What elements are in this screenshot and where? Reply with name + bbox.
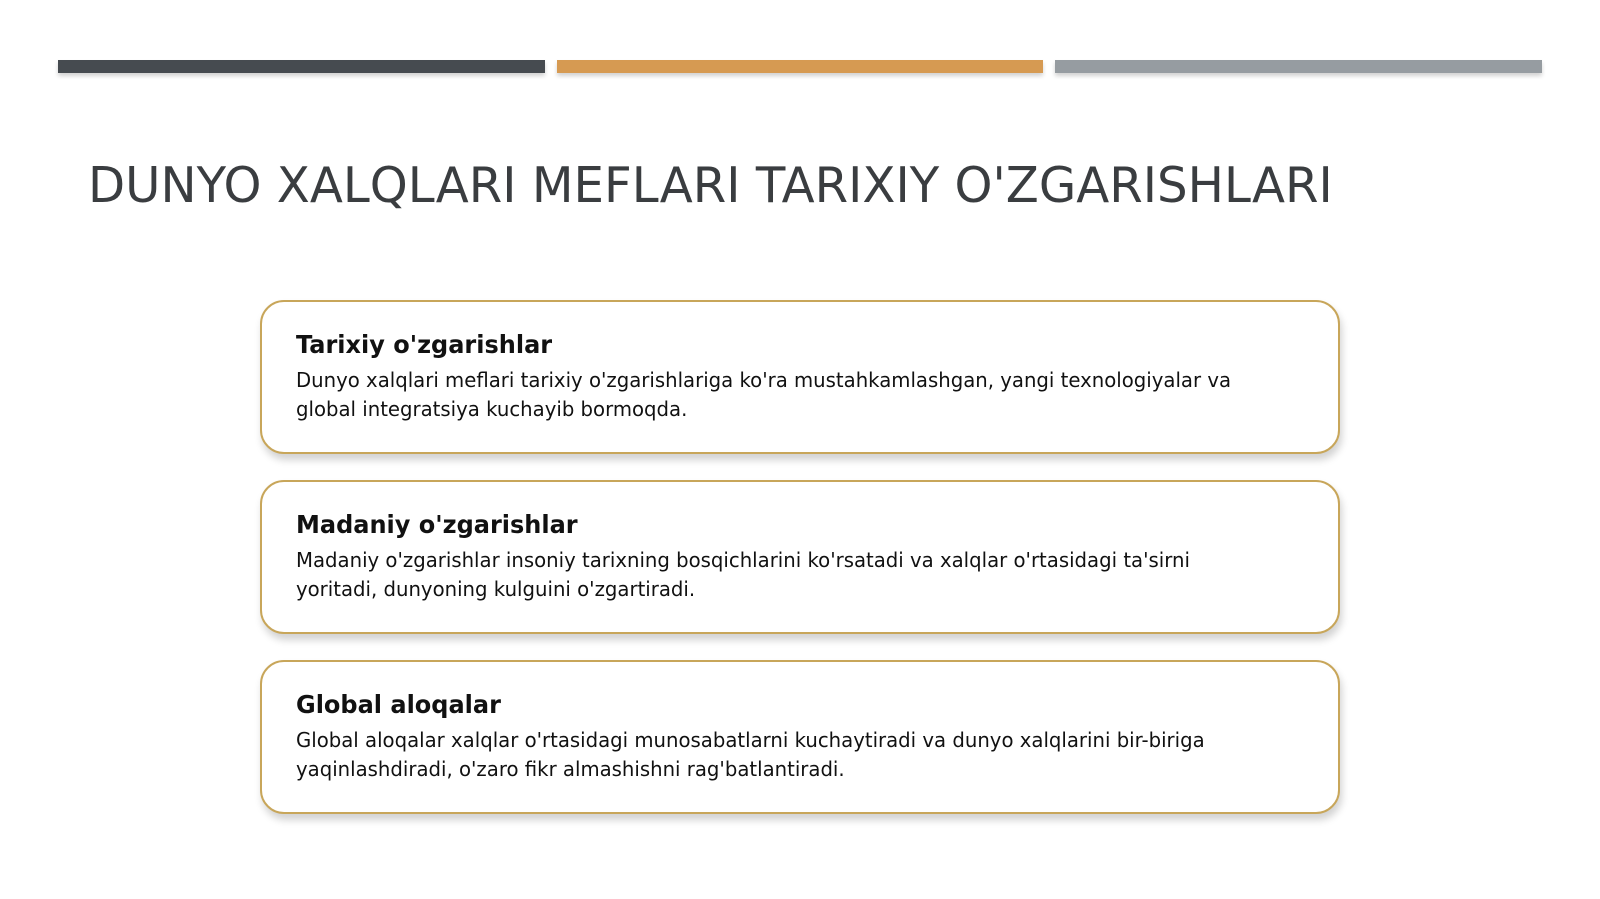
accent-bar-dark [58, 60, 545, 73]
content-card-historical [260, 300, 1340, 454]
accent-bar-orange [557, 60, 1043, 73]
card-heading: Global aloqalar [296, 690, 501, 719]
content-card-cultural [260, 480, 1340, 634]
card-heading: Tarixiy o'zgarishlar [296, 330, 553, 359]
content-card-global [260, 660, 1340, 814]
card-heading: Madaniy o'zgarishlar [296, 510, 578, 539]
slide-title: DUNYO XALQLARI MEFLARI TARIXIY O'ZGARISHLARI [88, 157, 1333, 214]
card-body: Madaniy o'zgarishlar insoniy tarixning bosqichlarini ko'rsatadi va xalqlar o'rtasidagi ta'sirni yoritadi, dunyoning kulguini o'zgartiradi. [296, 548, 1190, 601]
accent-bar-gray [1055, 60, 1542, 73]
card-body: Dunyo xalqlari meflari tarixiy o'zgarishlariga ko'ra mustahkamlashgan, yangi texnologiyalar va global integratsiya kuchayib bormoqda. [296, 368, 1232, 421]
card-body: Global aloqalar xalqlar o'rtasidagi munosabatlarni kuchaytiradi va dunyo xalqlarini bir-biriga yaqinlashdiradi, o'zaro fikr almashishni rag'batlantiradi. [296, 728, 1205, 781]
